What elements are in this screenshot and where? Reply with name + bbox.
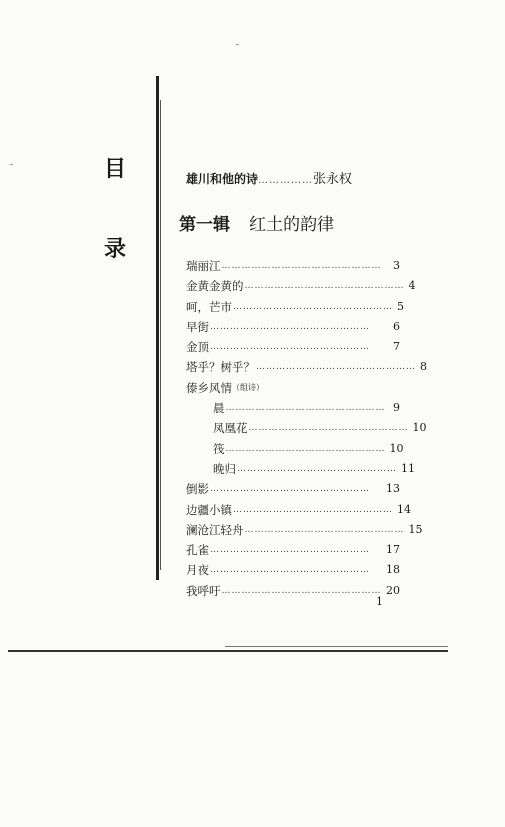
toc-entry-page: 14 <box>397 502 411 516</box>
scan-speck <box>10 164 13 165</box>
toc-entry-page: 8 <box>420 360 427 374</box>
dot-leader: ………………………………………… <box>221 261 382 271</box>
toc-entry-title: 我呼吁 <box>186 583 221 598</box>
toc-entry-title: 呵，芒市 <box>186 299 232 314</box>
toc-group-note: （组诗） <box>232 382 264 392</box>
dot-leader: ………………………………………… <box>210 565 370 576</box>
toc-entry <box>186 581 400 601</box>
toc-entry-title: 孔雀 <box>186 543 209 558</box>
toc-entry-title: 晚归 <box>213 461 236 476</box>
bottom-rule <box>8 650 448 652</box>
toc-entry <box>186 500 411 520</box>
dot-leader: ………………………………………… <box>244 524 405 535</box>
toc-entry-page: 9 <box>393 401 400 415</box>
toc-entry <box>186 398 400 418</box>
toc-entry <box>186 479 400 499</box>
toc-entry-page: 5 <box>397 299 404 313</box>
dot-leader: ………………………………………… <box>210 545 370 556</box>
toc-entry <box>186 439 404 459</box>
toc-entry-title: 金黄金黄的 <box>186 279 244 294</box>
toc-entry-page: 7 <box>393 340 400 354</box>
preface-entry <box>186 168 352 187</box>
toc-list <box>186 256 427 601</box>
toc-entry-page: 17 <box>386 543 400 557</box>
section-heading <box>179 210 334 235</box>
toc-entry-title: 边疆小镇 <box>186 502 232 517</box>
dot-leader: ………………………………………… <box>210 321 370 332</box>
toc-entry-title: 澜沧江轻舟 <box>186 522 244 537</box>
toc-entry-page: 3 <box>393 259 400 272</box>
toc-entry <box>186 297 404 317</box>
section-label: 第一辑 <box>179 215 230 235</box>
toc-entry-title: 金顶 <box>186 340 209 355</box>
toc-entry-page: 18 <box>386 563 400 577</box>
dot-leader: ………………………………………… <box>233 504 393 515</box>
dot-leader: ………………………………………… <box>225 403 386 414</box>
toc-entry-page: 11 <box>401 461 415 475</box>
toc-entry-page: 6 <box>393 319 400 333</box>
preface-author: 张永权 <box>313 172 353 187</box>
toc-entry <box>186 337 400 357</box>
toc-entry <box>186 317 400 337</box>
toc-entry-title: 早街 <box>186 319 209 334</box>
toc-entry-page: 15 <box>408 522 423 536</box>
toc-entry-title: 凤凰花 <box>213 421 248 436</box>
section-title: 红土的韵律 <box>249 215 335 235</box>
dot-leader: ………………………………………… <box>237 463 397 474</box>
dot-leader: ………………………………………… <box>210 342 370 353</box>
side-title-char-2: 录 <box>104 237 127 262</box>
toc-entry <box>186 357 427 377</box>
preface-title: 雄川和他的诗 <box>186 172 259 186</box>
toc-entry-page: 10 <box>389 441 404 455</box>
bottom-rule-thin <box>225 646 448 647</box>
dot-leader: ………………………………………… <box>244 281 405 292</box>
toc-entry-title: 筏 <box>213 441 225 456</box>
toc-entry <box>186 418 427 438</box>
toc-group-heading <box>186 378 400 398</box>
toc-entry-page: 10 <box>412 421 427 435</box>
dot-leader: ………………………………………… <box>248 423 409 434</box>
vertical-rule-inner <box>160 100 161 570</box>
toc-entry-page: 4 <box>408 279 416 293</box>
page-number: 1 <box>376 595 383 608</box>
toc-entry-title: 塔乎？树乎？ <box>186 360 255 375</box>
side-title-char-1: 目 <box>104 157 127 182</box>
toc-entry-title: 倒影 <box>186 482 209 497</box>
toc-entry-title: 晨 <box>213 401 225 416</box>
toc-entry <box>186 276 416 296</box>
dot-leader: …………… <box>258 175 314 186</box>
dot-leader: ………………………………………… <box>256 362 416 373</box>
toc-entry-page: 13 <box>386 482 400 496</box>
scan-speck <box>236 44 239 45</box>
toc-entry <box>186 459 415 479</box>
toc-entry-title: 月夜 <box>186 563 209 578</box>
toc-entry <box>186 520 423 540</box>
dot-leader: ………………………………………… <box>221 585 382 596</box>
dot-leader: ………………………………………… <box>210 484 370 495</box>
vertical-rule <box>156 76 159 580</box>
dot-leader: ………………………………………… <box>225 443 386 454</box>
toc-entry-title: 瑞丽江 <box>186 259 221 273</box>
toc-entry-page: 20 <box>386 583 400 597</box>
toc-entry <box>186 256 400 276</box>
toc-entry-title: 傣乡风情 <box>186 380 232 395</box>
dot-leader: ………………………………………… <box>233 301 393 312</box>
toc-entry <box>186 540 400 560</box>
toc-entry <box>186 560 400 580</box>
